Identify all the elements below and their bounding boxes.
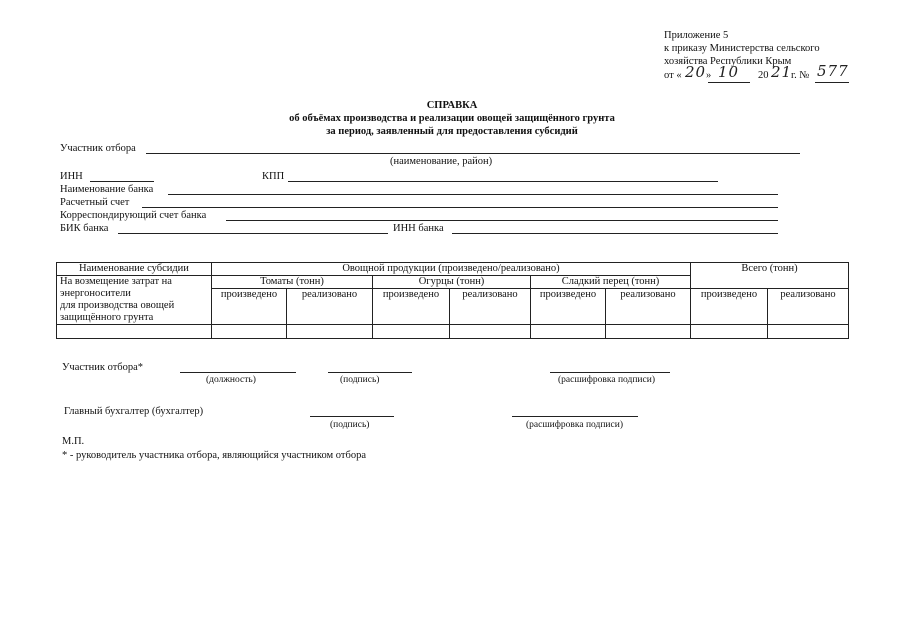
appendix-line3: хозяйства Республики Крым: [664, 56, 792, 67]
bik-field[interactable]: [118, 233, 388, 234]
inn-label: ИНН: [60, 171, 83, 182]
appendix-year-prefix: 20: [758, 70, 769, 81]
signature-hint: (подпись): [340, 375, 380, 385]
accountant-signature-hint: (подпись): [330, 420, 370, 430]
header-pepper: Сладкий перец (тонн): [531, 276, 691, 289]
header-total: Всего (тонн): [691, 263, 849, 289]
decoding-hint: (расшифровка подписи): [558, 375, 655, 385]
tomatoes-produced: произведено: [212, 289, 287, 325]
sign-participant-label: Участник отбора*: [62, 362, 144, 373]
bank-name-label: Наименование банка: [60, 184, 154, 195]
subsidy-table: [56, 262, 849, 339]
doc-period: за период, заявленный для предоставления субсидий: [326, 126, 578, 137]
data-cell[interactable]: [287, 325, 373, 339]
pepper-produced: произведено: [531, 289, 606, 325]
bank-name-field[interactable]: [168, 194, 778, 195]
number-line: [815, 82, 849, 83]
cucumbers-sold: реализовано: [450, 289, 531, 325]
kpp-label: КПП: [262, 171, 285, 182]
appendix-date-sep: »: [706, 70, 712, 81]
corr-account-label: Корреспондирующий счет банка: [60, 210, 207, 221]
bank-inn-label: ИНН банка: [393, 223, 444, 234]
account-label: Расчетный счет: [60, 197, 130, 208]
decoding-line[interactable]: [550, 372, 670, 373]
appendix-month: 10: [718, 63, 740, 81]
row-label-line: На возмещение затрат на: [60, 276, 172, 287]
signature-line[interactable]: [328, 372, 412, 373]
month-line: [708, 82, 750, 83]
kpp-field[interactable]: [288, 181, 718, 182]
total-produced: произведено: [691, 289, 768, 325]
data-cell[interactable]: [212, 325, 287, 339]
header-cucumbers: Огурцы (тонн): [373, 276, 531, 289]
data-cell[interactable]: [606, 325, 691, 339]
account-field[interactable]: [142, 207, 778, 208]
pepper-sold: реализовано: [606, 289, 691, 325]
doc-title: СПРАВКА: [426, 100, 478, 111]
total-sold: реализовано: [768, 289, 849, 325]
cucumbers-produced: произведено: [373, 289, 450, 325]
appendix-year-mark: г. №: [791, 70, 810, 81]
data-cell[interactable]: [450, 325, 531, 339]
bank-inn-field[interactable]: [452, 233, 778, 234]
appendix-year-suffix: 21: [771, 63, 793, 81]
row-label-line: энергоносители: [60, 288, 131, 299]
accountant-decoding-hint: (расшифровка подписи): [526, 420, 623, 430]
row-label-line: для производства овощей: [60, 300, 175, 311]
participant-label: Участник отбора: [60, 143, 136, 154]
header-vegetables: Овощной продукции (произведено/реализовано): [212, 263, 691, 276]
accountant-decoding-line[interactable]: [512, 416, 638, 417]
appendix-line1: Приложение 5: [664, 30, 729, 41]
header-tomatoes: Томаты (тонн): [212, 276, 373, 289]
data-cell[interactable]: [768, 325, 849, 339]
inn-field[interactable]: [90, 181, 154, 182]
row-label-line: защищённого грунта: [60, 312, 154, 323]
data-cell[interactable]: [373, 325, 450, 339]
header-subsidy: Наименование субсидии: [57, 263, 212, 276]
data-cell[interactable]: [691, 325, 768, 339]
participant-field[interactable]: [146, 153, 800, 154]
appendix-day: 20: [685, 63, 707, 81]
doc-subtitle: об объёмах производства и реализации овощей защищённого грунта: [289, 113, 615, 124]
position-hint: (должность): [206, 375, 256, 385]
position-line[interactable]: [180, 372, 296, 373]
data-cell[interactable]: [531, 325, 606, 339]
appendix-date-prefix: от «: [664, 70, 682, 81]
footnote: * - руководитель участника отбора, являющийся участником отбора: [62, 450, 367, 461]
appendix-line2: к приказу Министерства сельского: [664, 43, 820, 54]
tomatoes-sold: реализовано: [287, 289, 373, 325]
accountant-label: Главный бухгалтер (бухгалтер): [64, 406, 204, 417]
appendix-number: 577: [817, 62, 849, 80]
corr-account-field[interactable]: [226, 220, 778, 221]
accountant-signature-line[interactable]: [310, 416, 394, 417]
participant-hint: (наименование, район): [390, 156, 493, 167]
row-subsidy-label: [57, 276, 212, 325]
stamp-label: М.П.: [62, 436, 85, 447]
data-cell[interactable]: [57, 325, 212, 339]
bik-label: БИК банка: [60, 223, 109, 234]
